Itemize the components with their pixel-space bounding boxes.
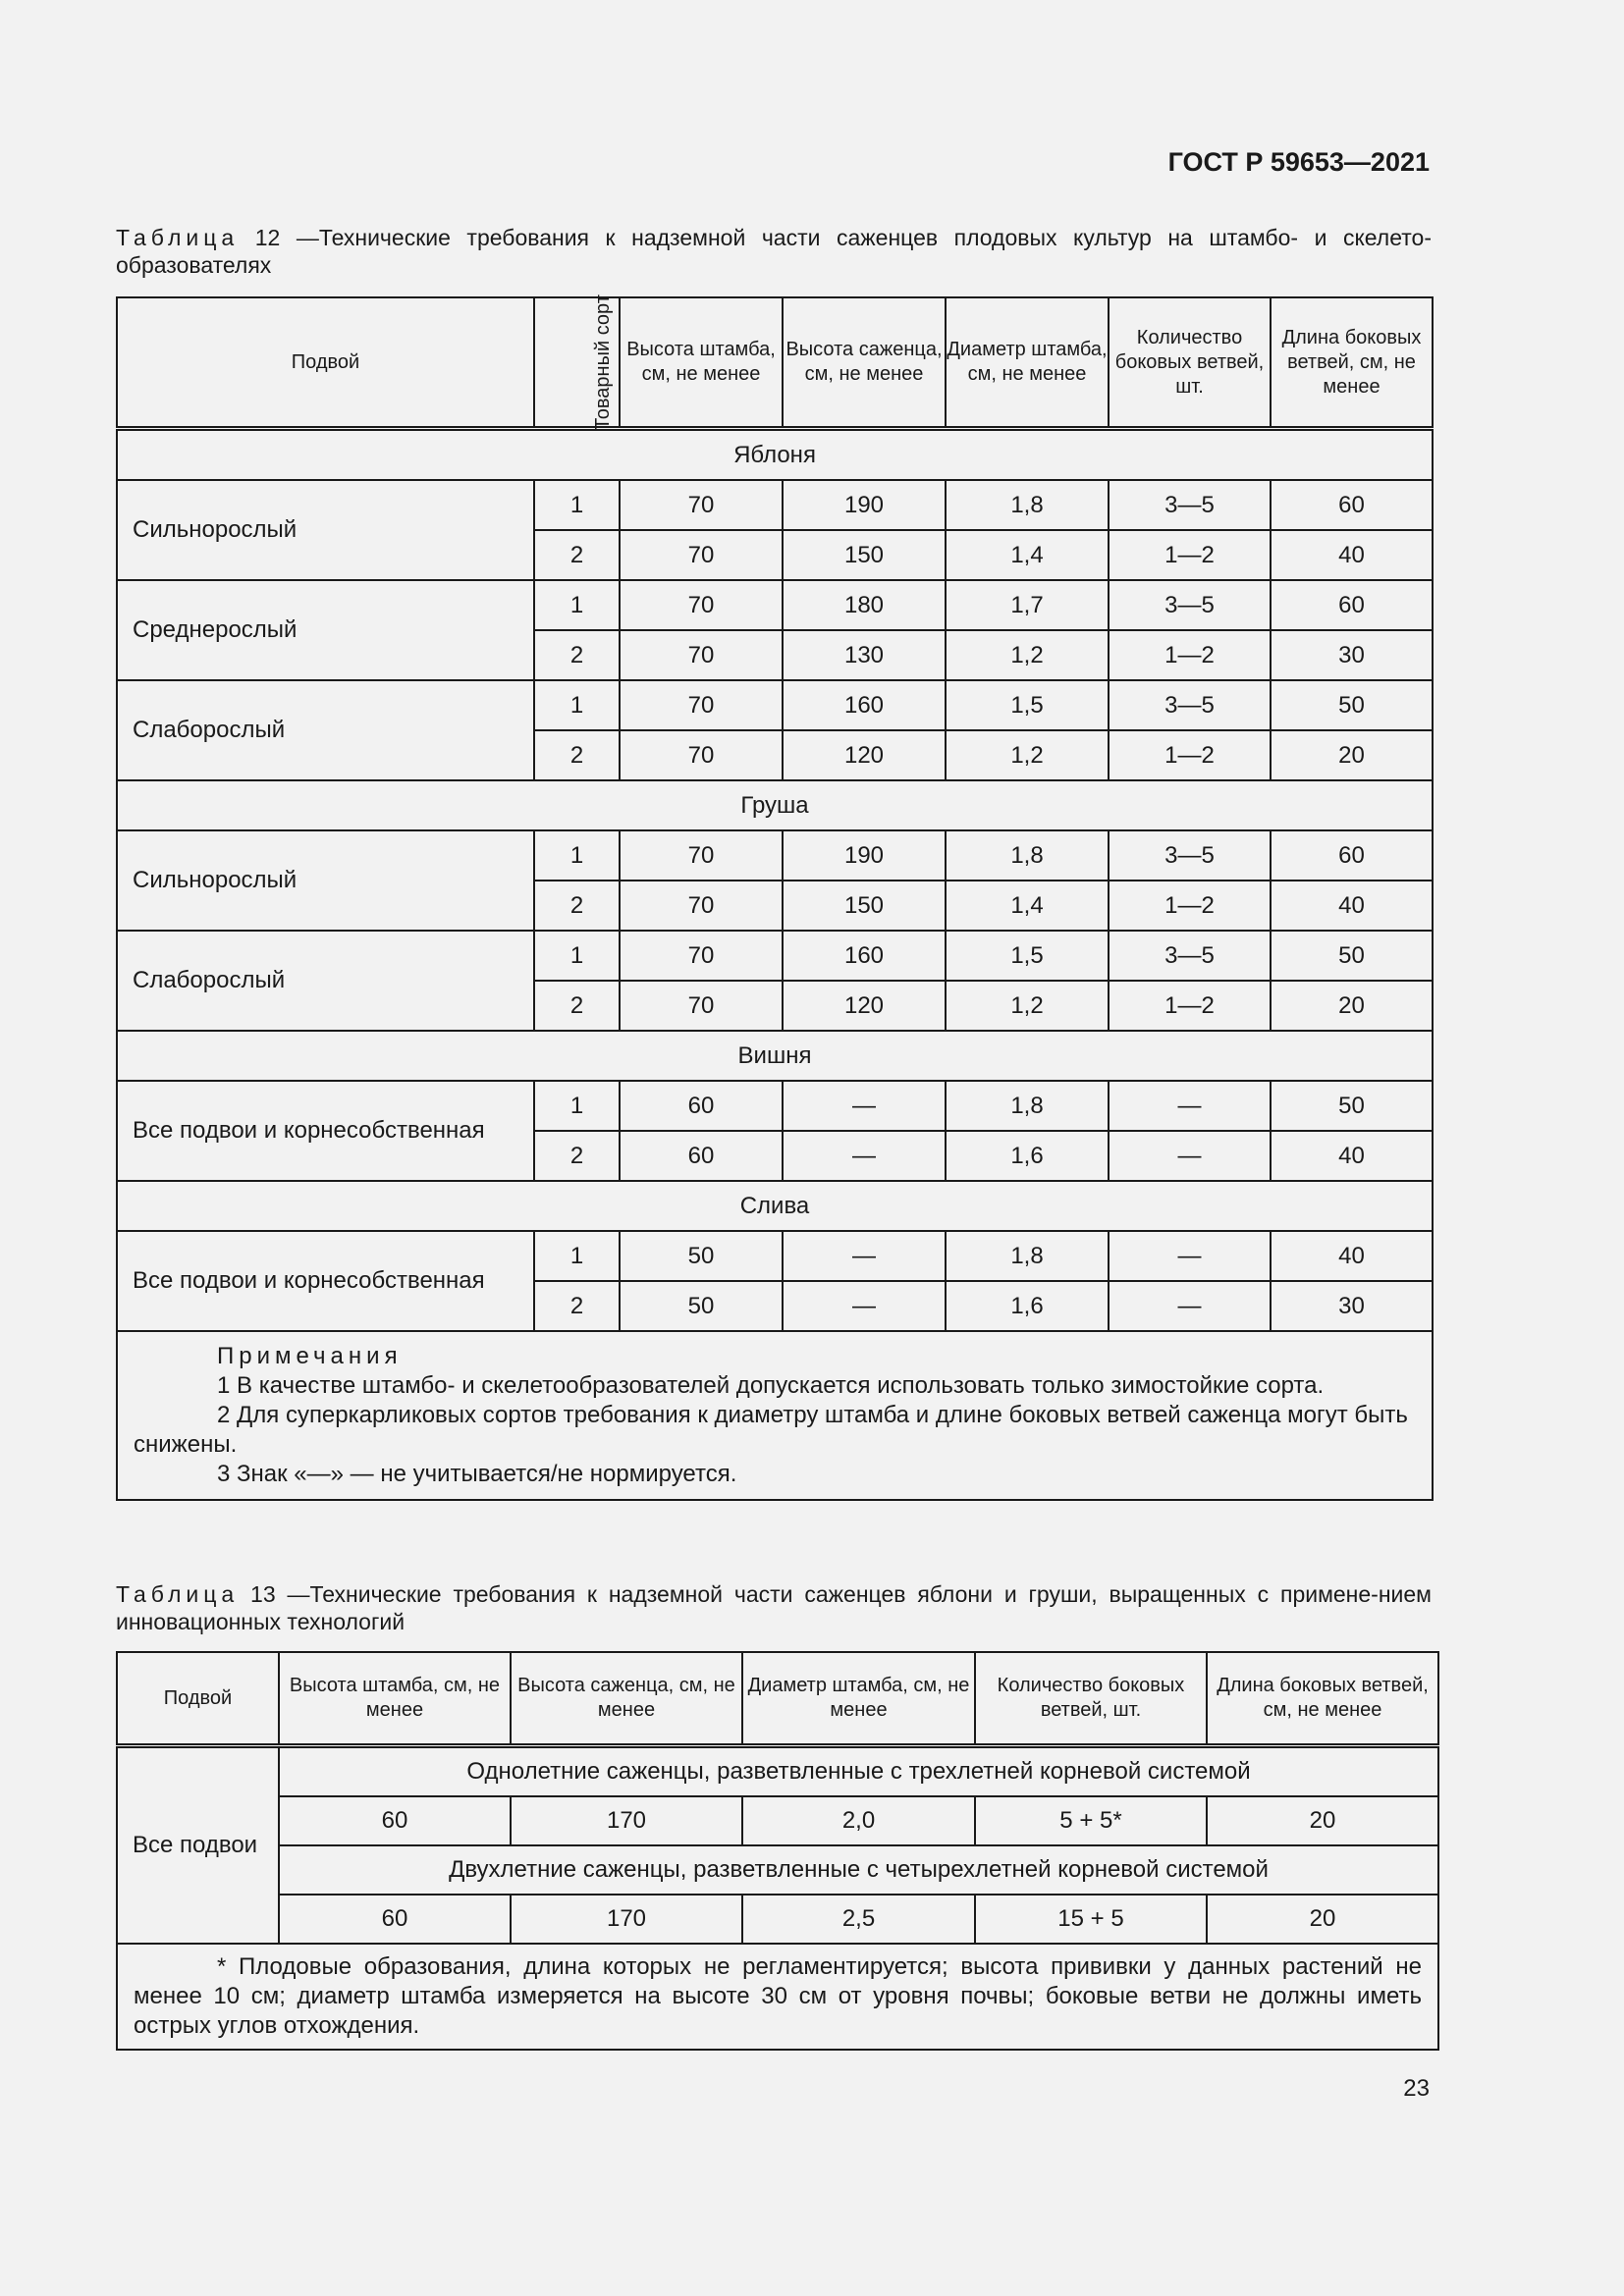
section-title: Вишня — [117, 1031, 1433, 1081]
table-cell: 1—2 — [1109, 881, 1271, 931]
table-row — [117, 830, 1433, 881]
col-header: Диаметр штамба, см, не менее — [946, 297, 1109, 429]
table-cell: 120 — [783, 981, 946, 1031]
table-cell: 2,0 — [742, 1796, 975, 1845]
table-cell: 130 — [783, 630, 946, 680]
table-cell: 150 — [783, 881, 946, 931]
rootstock-cell: Слаборослый — [117, 680, 534, 780]
rootstock-cell: Среднерослый — [117, 580, 534, 680]
table-cell: 2 — [534, 730, 620, 780]
table-cell: — — [1109, 1131, 1271, 1181]
table-cell: 50 — [620, 1231, 783, 1281]
table-cell: 70 — [620, 981, 783, 1031]
table-cell: 15 + 5 — [975, 1895, 1207, 1944]
page-number: 23 — [1403, 2075, 1430, 2102]
section-title: Слива — [117, 1181, 1433, 1231]
table-cell: 2 — [534, 881, 620, 931]
table-12 — [116, 296, 1434, 1501]
table-cell: 70 — [620, 881, 783, 931]
table-cell: 40 — [1271, 1231, 1433, 1281]
table-cell: 5 + 5* — [975, 1796, 1207, 1845]
col-header: Длина боковых ветвей, см, не менее — [1271, 297, 1433, 429]
table-cell: 70 — [620, 931, 783, 981]
col-header: Подвой — [117, 1652, 279, 1746]
table-cell: 2 — [534, 630, 620, 680]
col-header: Диаметр штамба, см, не менее — [742, 1652, 975, 1746]
col-header: Высота штамба, см, не менее — [620, 297, 783, 429]
table-row — [117, 580, 1433, 630]
footnote-text: * Плодовые образования, длина которых не регламентируется; высота прививки у данных растений не менее 10 см; диаметр штамба измеряется на высоте 30 см от уровня почвы; боковые ветви не должны иметь острых углов отхождения. — [134, 1953, 1422, 2039]
table-cell: 1,5 — [946, 931, 1109, 981]
table-cell: 60 — [1271, 480, 1433, 530]
table-cell: 1,8 — [946, 480, 1109, 530]
table-cell: 50 — [1271, 680, 1433, 730]
document-code: ГОСТ Р 59653—2021 — [1167, 147, 1430, 177]
table-cell: 70 — [620, 730, 783, 780]
table-cell: 20 — [1271, 730, 1433, 780]
table-row — [117, 680, 1433, 730]
table12-caption — [116, 224, 1432, 279]
table-cell: 60 — [1271, 580, 1433, 630]
notes-title: Примечания — [217, 1343, 403, 1369]
table-row — [117, 480, 1433, 530]
table-cell: 1 — [534, 680, 620, 730]
table-cell: — — [783, 1231, 946, 1281]
table-cell: 190 — [783, 830, 946, 881]
rootstock-cell: Слаборослый — [117, 931, 534, 1031]
table-cell: 1 — [534, 830, 620, 881]
table-cell: 70 — [620, 680, 783, 730]
table-cell: 2,5 — [742, 1895, 975, 1944]
table-cell: 1 — [534, 1231, 620, 1281]
table-cell: 1,2 — [946, 981, 1109, 1031]
table13-label: Таблица — [116, 1581, 240, 1607]
table-cell: — — [1109, 1081, 1271, 1131]
table-cell: 1—2 — [1109, 730, 1271, 780]
table-cell: 3—5 — [1109, 931, 1271, 981]
table-cell: — — [783, 1081, 946, 1131]
table-cell: 70 — [620, 830, 783, 881]
rootstock-cell: Все подвои и корнесобственная — [117, 1081, 534, 1181]
table-cell: 120 — [783, 730, 946, 780]
table-cell: 2 — [534, 1131, 620, 1181]
table-cell: 1 — [534, 1081, 620, 1131]
table13-caption-text: 13 —Технические требования к надземной части саженцев яблони и груши, выращенных с примене-нием инновационных технологий — [116, 1581, 1432, 1634]
table-cell: 40 — [1271, 530, 1433, 580]
table-cell: 1,6 — [946, 1131, 1109, 1181]
table-cell: 1—2 — [1109, 530, 1271, 580]
table-cell: 50 — [1271, 931, 1433, 981]
table-row — [117, 1231, 1433, 1281]
table-cell: 1 — [534, 580, 620, 630]
table-cell: 1,6 — [946, 1281, 1109, 1331]
table-cell: 160 — [783, 680, 946, 730]
rootstock-cell: Сильнорослый — [117, 480, 534, 580]
table-cell: 1,8 — [946, 830, 1109, 881]
col-header: Длина боковых ветвей, см, не менее — [1207, 1652, 1438, 1746]
table-cell: 60 — [279, 1895, 511, 1944]
section-title: Груша — [117, 780, 1433, 830]
table12-caption-text: 12 —Технические требования к надземной части саженцев плодовых культур на штамбо- и скелето-образователях — [116, 225, 1432, 278]
col-header: Подвой — [117, 297, 534, 429]
col-header: Высота саженца, см, не менее — [511, 1652, 742, 1746]
table-cell: 1,8 — [946, 1081, 1109, 1131]
table-cell: 180 — [783, 580, 946, 630]
table-cell: 50 — [620, 1281, 783, 1331]
table-cell: — — [783, 1131, 946, 1181]
subsection-title: Двухлетние саженцы, разветвленные с четырехлетней корневой системой — [279, 1845, 1438, 1895]
table-cell: 70 — [620, 630, 783, 680]
table-row — [117, 931, 1433, 981]
table-cell: 60 — [1271, 830, 1433, 881]
table-cell: 160 — [783, 931, 946, 981]
table-cell: 40 — [1271, 1131, 1433, 1181]
col-header — [534, 294, 620, 430]
table-cell: 1—2 — [1109, 981, 1271, 1031]
table-cell: — — [1109, 1281, 1271, 1331]
table-cell: 2 — [534, 530, 620, 580]
table-cell: 3—5 — [1109, 480, 1271, 530]
table12-label: Таблица — [116, 225, 240, 250]
table13-footnote — [117, 1944, 1438, 2050]
table-cell: 20 — [1271, 981, 1433, 1031]
note-item: 2 Для суперкарликовых сортов требования к диаметру штамба и длине боковых ветвей саженца могут быть снижены. — [134, 1402, 1408, 1458]
table-cell: 70 — [620, 580, 783, 630]
table-cell: 1—2 — [1109, 630, 1271, 680]
col-header: Количество боковых ветвей, шт. — [1109, 297, 1271, 429]
table-cell: 20 — [1207, 1796, 1438, 1845]
table13-caption — [116, 1580, 1432, 1635]
col-header-vertical: Товарный сорт — [591, 294, 614, 430]
table-cell: 170 — [511, 1895, 742, 1944]
note-item: 3 Знак «—» — не учитывается/не нормируется. — [217, 1461, 737, 1487]
col-header: Высота штамба, см, не менее — [279, 1652, 511, 1746]
section-title: Яблоня — [117, 429, 1433, 481]
table-cell: 30 — [1271, 1281, 1433, 1331]
table-cell: 30 — [1271, 630, 1433, 680]
table-cell: 70 — [620, 480, 783, 530]
table-cell: 20 — [1207, 1895, 1438, 1944]
table-cell: 1,2 — [946, 730, 1109, 780]
table-cell: — — [1109, 1231, 1271, 1281]
table-cell: 70 — [620, 530, 783, 580]
table-cell: 1,4 — [946, 881, 1109, 931]
col-header: Высота саженца, см, не менее — [783, 297, 946, 429]
table-cell: 1,7 — [946, 580, 1109, 630]
table-row — [117, 1081, 1433, 1131]
table-cell: 60 — [279, 1796, 511, 1845]
table-cell: 3—5 — [1109, 680, 1271, 730]
table-cell: 50 — [1271, 1081, 1433, 1131]
table-cell: 1,5 — [946, 680, 1109, 730]
table-cell: — — [783, 1281, 946, 1331]
rootstock-cell: Все подвои и корнесобственная — [117, 1231, 534, 1331]
col-header: Количество боковых ветвей, шт. — [975, 1652, 1207, 1746]
table-cell: 60 — [620, 1081, 783, 1131]
table-cell: 2 — [534, 981, 620, 1031]
subsection-title: Однолетние саженцы, разветвленные с трехлетней корневой системой — [279, 1746, 1438, 1797]
table-cell: 190 — [783, 480, 946, 530]
table-cell: 150 — [783, 530, 946, 580]
table-cell: 40 — [1271, 881, 1433, 931]
note-item: 1 В качестве штамбо- и скелетообразователей допускается использовать только зимостойкие сорта. — [217, 1372, 1325, 1399]
table-cell: 1,2 — [946, 630, 1109, 680]
rootstock-cell: Сильнорослый — [117, 830, 534, 931]
table-cell: 60 — [620, 1131, 783, 1181]
table-cell: 3—5 — [1109, 580, 1271, 630]
table-cell: 2 — [534, 1281, 620, 1331]
rootstock-cell: Все подвои — [117, 1746, 279, 1945]
table-cell: 1,4 — [946, 530, 1109, 580]
table-cell: 1 — [534, 480, 620, 530]
table12-notes — [117, 1331, 1433, 1500]
table-cell: 1 — [534, 931, 620, 981]
table-cell: 3—5 — [1109, 830, 1271, 881]
table-cell: 1,8 — [946, 1231, 1109, 1281]
table-13 — [116, 1651, 1439, 2051]
table-cell: 170 — [511, 1796, 742, 1845]
